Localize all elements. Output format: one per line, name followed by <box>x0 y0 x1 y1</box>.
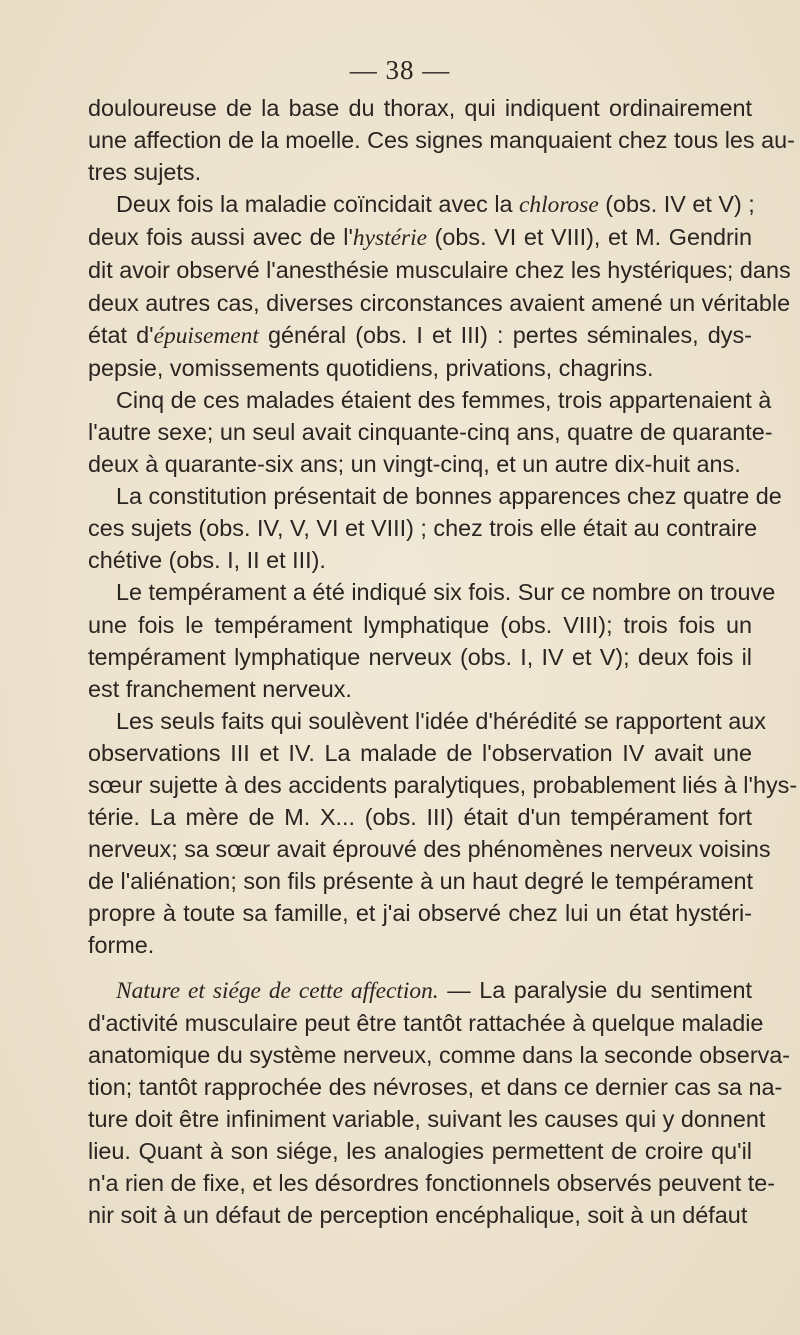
text-line: chétive (obs. I, II et III). <box>88 547 326 574</box>
body-text <box>88 92 798 1231</box>
text-line: une fois le tempérament lymphatique (obs. VIII); trois fois un <box>88 611 752 638</box>
paragraph <box>88 705 798 962</box>
text-line: observations III et IV. La malade de l'observation IV avait une <box>88 739 752 766</box>
text-line: sœur sujette à des accidents paralytiques, probablement liés à l'hys- <box>88 771 798 798</box>
text-line: tres sujets. <box>88 159 202 186</box>
text-line: ture doit être infiniment variable, suivant les causes qui y donnent <box>88 1105 766 1132</box>
text-line: nir soit à un défaut de perception encéphalique, soit à un défaut <box>88 1202 748 1229</box>
paragraph <box>88 188 791 384</box>
text-line: une affection de la moelle. Ces signes manquaient chez tous les au- <box>88 127 795 154</box>
text-line: deux fois aussi avec de l'hystérie (obs. VI et VIII), et M. Gendrin <box>88 224 752 252</box>
text-line: Les seuls faits qui soulèvent l'idée d'hérédité se rapportent aux <box>116 707 766 734</box>
text-line: pepsie, vomissements quotidiens, privations, chagrins. <box>88 354 654 381</box>
paragraph <box>88 974 791 1232</box>
text-line: de l'aliénation; son fils présente à un haut degré le tempérament <box>88 868 754 895</box>
text-line: dit avoir observé l'anesthésie musculaire chez les hystériques; dans <box>88 257 791 284</box>
paragraph <box>88 480 782 576</box>
text-line: térie. La mère de M. X... (obs. III) était d'un tempérament fort <box>88 804 752 831</box>
text-line: tion; tantôt rapprochée des névroses, et dans ce dernier cas sa na- <box>88 1073 783 1100</box>
text-line: anatomique du système nerveux, comme dans la seconde observa- <box>88 1041 791 1068</box>
text-line: douloureuse de la base du thorax, qui indiquent ordinairement <box>88 95 752 121</box>
text-line: d'activité musculaire peut être tantôt rattachée à quelque maladie <box>88 1009 764 1036</box>
paragraph <box>88 92 795 188</box>
text-line: deux autres cas, diverses circonstances avaient amené un véritable <box>88 289 791 316</box>
text-line: est franchement nerveux. <box>88 675 352 702</box>
text-line: propre à toute sa famille, et j'ai observé chez lui un état hystéri- <box>88 900 752 927</box>
text-line: La constitution présentait de bonnes apparences chez quatre de <box>116 483 782 510</box>
text-line: Le tempérament a été indiqué six fois. Sur ce nombre on trouve <box>116 579 776 606</box>
text-line: Cinq de ces malades étaient des femmes, trois appartenaient à <box>116 386 772 413</box>
text-line: état d'épuisement général (obs. I et III) : pertes séminales, dys- <box>88 321 752 349</box>
text-line: Deux fois la maladie coïncidait avec la chlorose (obs. IV et V) ; <box>116 191 755 219</box>
page-number: — 38 — <box>349 55 451 85</box>
paragraph <box>88 576 776 704</box>
paragraph <box>88 384 773 480</box>
text-line: ces sujets (obs. IV, V, VI et VIII) ; chez trois elle était au contraire <box>88 515 758 542</box>
text-line: deux à quarante-six ans; un vingt-cinq, et un autre dix-huit ans. <box>88 451 741 478</box>
text-line: tempérament lymphatique nerveux (obs. I, IV et V); deux fois il <box>88 643 752 670</box>
text-line: nerveux; sa sœur avait éprouvé des phénomènes nerveux voisins <box>88 836 771 863</box>
text-line: l'autre sexe; un seul avait cinquante-cinq ans, quatre de quarante- <box>88 418 773 445</box>
text-line: n'a rien de fixe, et les désordres fonctionnels observés peuvent te- <box>88 1170 776 1197</box>
text-line: lieu. Quant à son siége, les analogies permettent de croire qu'il <box>88 1138 752 1164</box>
text-line: Nature et siége de cette affection. — La paralysie du sentiment <box>116 976 753 1004</box>
text-line: forme. <box>88 932 155 959</box>
